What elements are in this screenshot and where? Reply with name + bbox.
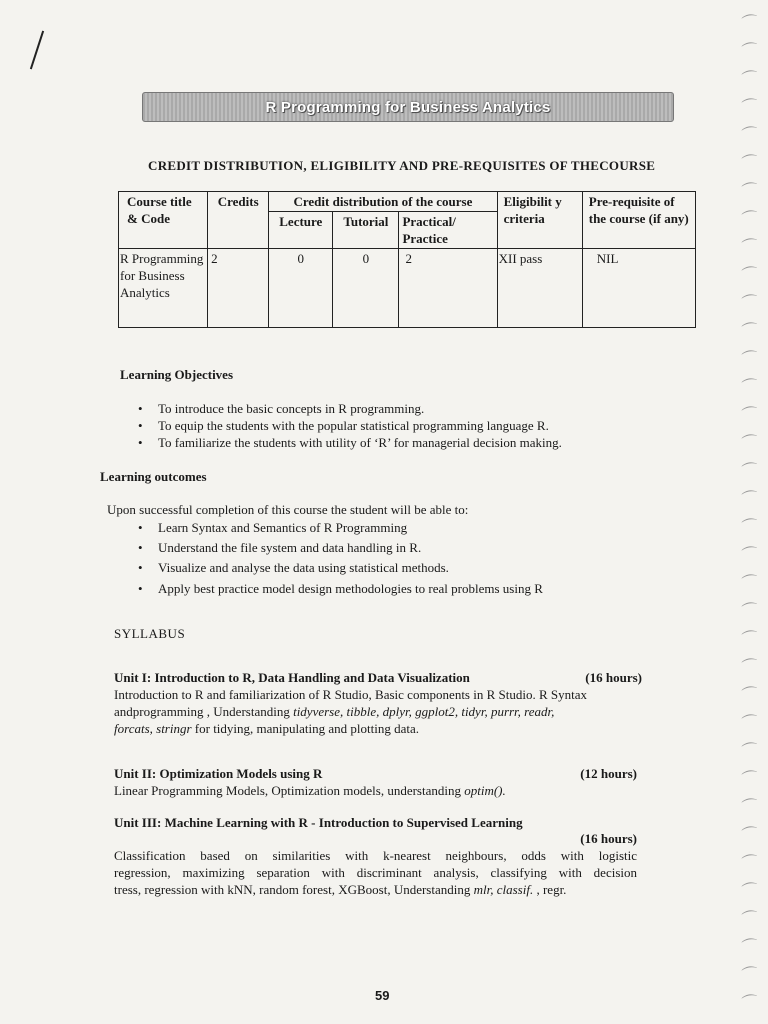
- unit-2-text: Linear Programming Models, Optimization models, understanding: [114, 783, 461, 798]
- cell-course: R Programming for Business Analytics: [119, 249, 208, 328]
- unit-3-text: , regr.: [536, 882, 567, 897]
- cell-prerequisite: NIL: [582, 249, 695, 328]
- table-header-row: [119, 192, 696, 212]
- unit-1-packages: tidyverse, tibble, dplyr, ggplot2, tidyr, purrr, readr,: [293, 704, 555, 719]
- header-practical: Practical/ Practice: [399, 212, 497, 249]
- learning-objectives-heading: Learning Objectives: [120, 367, 234, 382]
- unit-1-text: for tidying, manipulating and plotting data.: [194, 721, 419, 736]
- course-title: R Programming for Business Analytics: [265, 98, 551, 116]
- learning-outcomes-heading: Learning outcomes: [100, 469, 207, 484]
- header-course: Course title & Code: [119, 192, 208, 249]
- unit-3-line: regression, maximizing separation with discriminant analysis, classifying with decision: [114, 865, 637, 880]
- unit-1-hours: (16 hours): [585, 670, 642, 685]
- unit-3: [114, 815, 637, 898]
- unit-2-function: optim().: [464, 783, 506, 798]
- spiral-binding: ⌒ ⌒ ⌒ ⌒ ⌒ ⌒ ⌒ ⌒ ⌒ ⌒ ⌒ ⌒ ⌒ ⌒ ⌒ ⌒ ⌒ ⌒ ⌒ ⌒ ⌒ ⌒ ⌒ ⌒ ⌒ ⌒ ⌒ ⌒ ⌒ ⌒ ⌒ ⌒ ⌒ ⌒ ⌒ ⌒: [740, 11, 760, 1014]
- table-row: [119, 249, 696, 328]
- list-item: • Understand the file system and data handling in R.: [134, 539, 543, 556]
- unit-1-line: Introduction to R and familiarization of R Studio, Basic components in R Studio. R Syntax: [114, 687, 588, 702]
- unit-3-packages: mlr, classif.: [473, 882, 534, 897]
- pen-mark: [30, 31, 44, 70]
- header-lecture: Lecture: [269, 212, 333, 249]
- unit-2-title: Unit II: Optimization Models using R: [114, 766, 323, 781]
- header-prerequisite: Pre-requisite of the course (if any): [582, 192, 695, 249]
- list-item: • To familiarize the students with utility of ‘R’ for managerial decision making.: [134, 434, 562, 451]
- course-title-banner: [142, 92, 674, 122]
- learning-outcomes-list: [134, 519, 543, 597]
- unit-3-title: Unit III: Machine Learning with R - Introduction to Supervised Learning: [114, 815, 523, 830]
- unit-3-line: [114, 881, 637, 898]
- unit-3-text: tress, regression with kNN, random forest, XGBoost, Understanding: [114, 882, 471, 897]
- list-item: • Apply best practice model design methodologies to real problems using R: [134, 580, 543, 597]
- header-tutorial: Tutorial: [333, 212, 399, 249]
- learning-outcomes-intro: Upon successful completion of this course the student will be able to:: [107, 502, 469, 517]
- learning-objectives-list: [134, 400, 562, 451]
- unit-1-title: Unit I: Introduction to R, Data Handling and Data Visualization: [114, 670, 470, 685]
- unit-1-line: [114, 703, 642, 720]
- cell-practical: 2: [399, 249, 497, 328]
- unit-2-line: [114, 782, 637, 799]
- header-distribution: Credit distribution of the course: [269, 192, 497, 212]
- unit-1-line: [114, 720, 642, 737]
- syllabus-label: SYLLABUS: [114, 626, 186, 641]
- cell-credits: 2: [208, 249, 269, 328]
- list-item: • To introduce the basic concepts in R programming.: [134, 400, 562, 417]
- header-credits: Credits: [208, 192, 269, 249]
- unit-2-hours: (12 hours): [580, 766, 637, 781]
- header-eligibility: Eligibilit y criteria: [497, 192, 582, 249]
- unit-1-packages: forcats, stringr: [114, 721, 192, 736]
- cell-lecture: 0: [269, 249, 333, 328]
- unit-3-line: Classification based on similarities with k-nearest neighbours, odds with logistic: [114, 848, 637, 863]
- unit-3-hours: (16 hours): [580, 831, 637, 846]
- list-item: • Visualize and analyse the data using statistical methods.: [134, 559, 543, 576]
- cell-eligibility: XII pass: [497, 249, 582, 328]
- cell-tutorial: 0: [333, 249, 399, 328]
- list-item: • Learn Syntax and Semantics of R Programming: [134, 519, 543, 536]
- page-number: 59: [375, 988, 390, 1003]
- unit-1-text: andprogramming , Understanding: [114, 704, 290, 719]
- credit-distribution-heading: CREDIT DISTRIBUTION, ELIGIBILITY AND PRE-REQUISITES OF THECOURSE: [148, 158, 656, 173]
- unit-1: [114, 670, 642, 737]
- credit-distribution-table: [118, 191, 696, 328]
- list-item: • To equip the students with the popular statistical programming language R.: [134, 417, 562, 434]
- unit-2: [114, 766, 637, 799]
